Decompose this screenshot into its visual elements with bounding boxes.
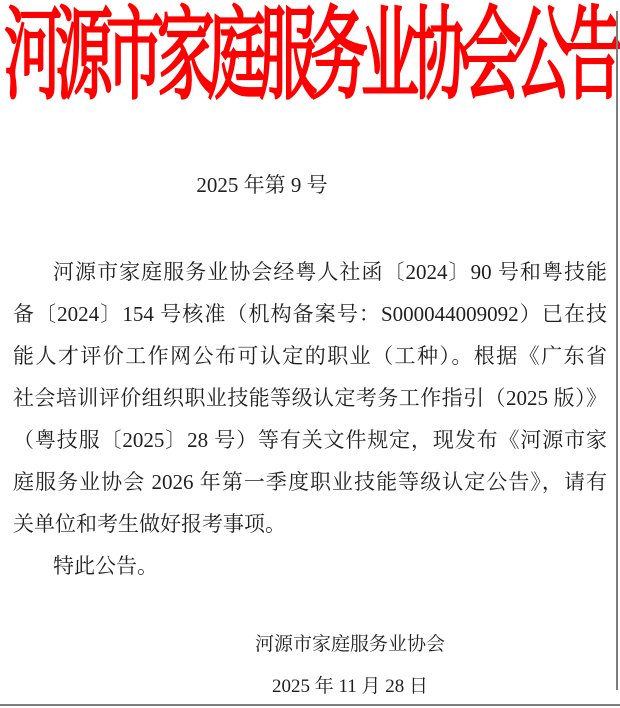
- body-line-3: 能人才评价工作网公布可认定的职业（工种）。根据《广东省: [13, 344, 607, 368]
- body-line-7: 关单位和考生做好报考事项。: [13, 512, 286, 536]
- document-title: 河源市家庭服务业协会公告: [3, 0, 616, 113]
- body-line-2: 备〔2024〕154 号核准（机构备案号：S000044009092）已在技: [13, 302, 607, 326]
- page-right-border: [616, 11, 618, 690]
- body-line-6: 庭服务业协会 2026 年第一季度职业技能等级认定公告》，请有: [13, 470, 607, 494]
- page-bottom-border: [0, 704, 620, 706]
- body-paragraph: [13, 251, 607, 587]
- body-line-4: 社会培训评价组织职业技能等级认定考务工作指引（2025 版）》: [13, 386, 607, 410]
- signature-block: [80, 624, 620, 708]
- body-line-5: （粤技服〔2025〕28 号）等有关文件规定，现发布《河源市家: [13, 428, 607, 452]
- signature-org: 河源市家庭服务业协会: [254, 634, 445, 655]
- body-line-1: 河源市家庭服务业协会经粤人社函〔2024〕90 号和粤技能: [53, 260, 607, 284]
- closing-line: 特此公告。: [53, 554, 158, 578]
- signature-date: 2025 年 11 月 28 日: [271, 676, 429, 697]
- issue-number: 2025 年第 9 号: [196, 173, 328, 197]
